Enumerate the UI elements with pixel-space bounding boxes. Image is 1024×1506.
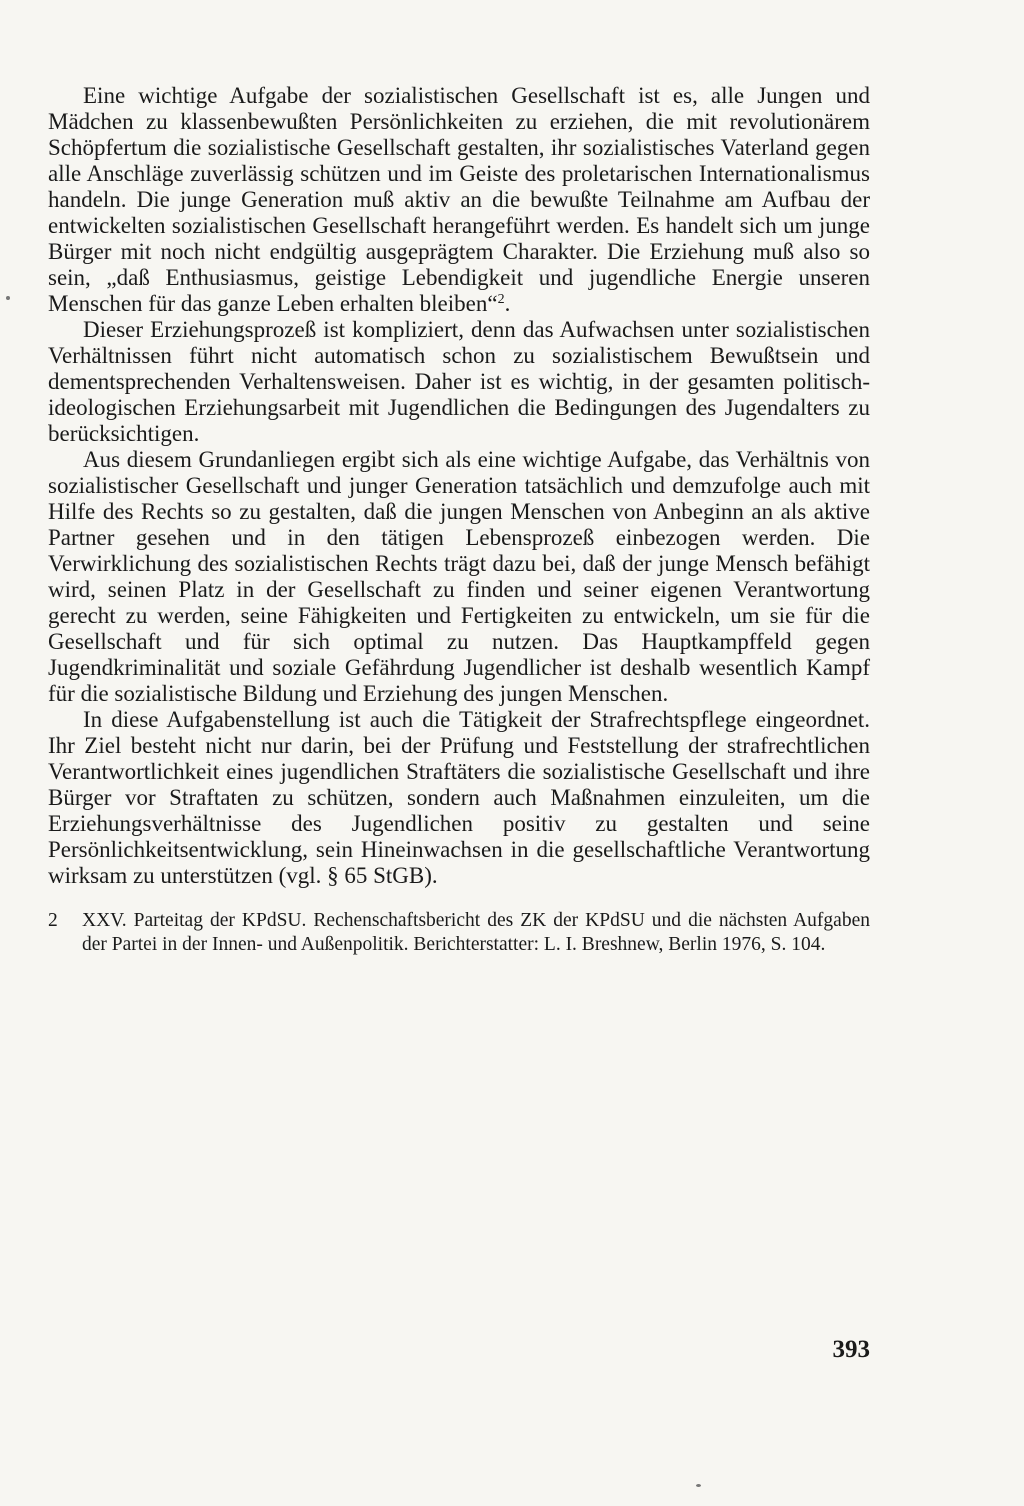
- footnote-reference-suffix: .: [504, 291, 511, 316]
- paragraph-2: Dieser Erziehungsprozeß ist kompliziert, denn das Aufwachsen unter sozialistischen Verhältnissen führt nicht automatisch schon zu sozialistischem Bewußtsein und dementsprechenden Verhaltensweisen. Daher ist es wichtig, in der gesamten politisch-ideologischen Erziehungsarbeit mit Jugendlichen die Bedingungen des Jugendalters zu berücksichtigen.: [48, 317, 870, 446]
- paragraph-4: In diese Aufgabenstellung ist auch die Tätigkeit der Strafrechtspflege eingeordnet. Ihr Ziel besteht nicht nur darin, bei der Prüfung und Feststellung der strafrechtlichen Verantwortlichkeit eines jugendlichen Straftäters die sozialistische Gesellschaft und ihre Bürger vor Straftaten zu schützen, sondern auch Maßnahmen einzuleiten, um die Erziehungsverhältnisse des Jugendlichen positiv zu gestalten und seine Persönlichkeitsentwicklung, sein Hineinwachsen in die gesellschaftliche Verantwortung wirksam zu unterstützen (vgl. § 65 StGB).: [48, 707, 870, 888]
- footnote-reference: 2: [497, 292, 505, 307]
- scan-speck: [696, 1484, 701, 1487]
- body-text: [48, 83, 870, 889]
- paragraph-3: Aus diesem Grundanliegen ergibt sich als eine wichtige Aufgabe, das Verhältnis von sozialistischer Gesellschaft und junger Generation tatsächlich und demzufolge auch mit Hilfe des Rechts so zu gestalten, daß die jungen Menschen von Anbeginn an als aktive Partner gesehen und in den tätigen Lebensprozeß einbezogen werden. Die Verwirklichung des sozialistischen Rechts trägt dazu bei, daß der junge Mensch befähigt wird, seinen Platz in der Gesellschaft zu finden und seiner eigenen Verantwortung gerecht zu werden, seine Fähigkeiten und Fertigkeiten zu entwickeln, um sie für die Gesellschaft und für sich optimal zu nutzen. Das Hauptkampffeld gegen Jugendkriminalität und soziale Gefährdung Jugendlicher ist deshalb wesentlich Kampf für die sozialistische Bildung und Erziehung des jungen Menschen.: [48, 447, 870, 706]
- page-content: [48, 83, 870, 957]
- footnote-2: [48, 909, 870, 957]
- scan-speck: [6, 296, 10, 300]
- page-number: 393: [832, 1336, 870, 1363]
- footnotes: [48, 909, 870, 957]
- paragraph-1: [48, 83, 870, 317]
- footnote-text: XXV. Parteitag der KPdSU. Rechenschaftsbericht des ZK der KPdSU und die nächsten Aufgaben der Partei in der Innen- und Außenpolitik. Berichterstatter: L. I. Breshnew, Berlin 1976, S. 104.: [82, 910, 870, 955]
- paragraph-1-text: Eine wichtige Aufgabe der sozialistischen Gesellschaft ist es, alle Jungen und Mädchen zu klassenbewußten Persönlichkeiten zu erziehen, die mit revolutionärem Schöpfertum die sozialistische Gesellschaft gestalten, ihr sozialistisches Vaterland gegen alle Anschläge zuverlässig schützen und im Geiste des proletarischen Internationalismus handeln. Die junge Generation muß aktiv an die bewußte Teilnahme am Aufbau der entwickelten sozialistischen Gesellschaft herangeführt werden. Es handelt sich um junge Bürger mit noch nicht endgültig ausgeprägtem Charakter. Die Erziehung muß also so sein, „daß Enthusiasmus, geistige Lebendigkeit und jugendliche Energie unseren Menschen für das ganze Leben erhalten bleiben“: [48, 83, 870, 316]
- footnote-number: 2: [48, 910, 58, 931]
